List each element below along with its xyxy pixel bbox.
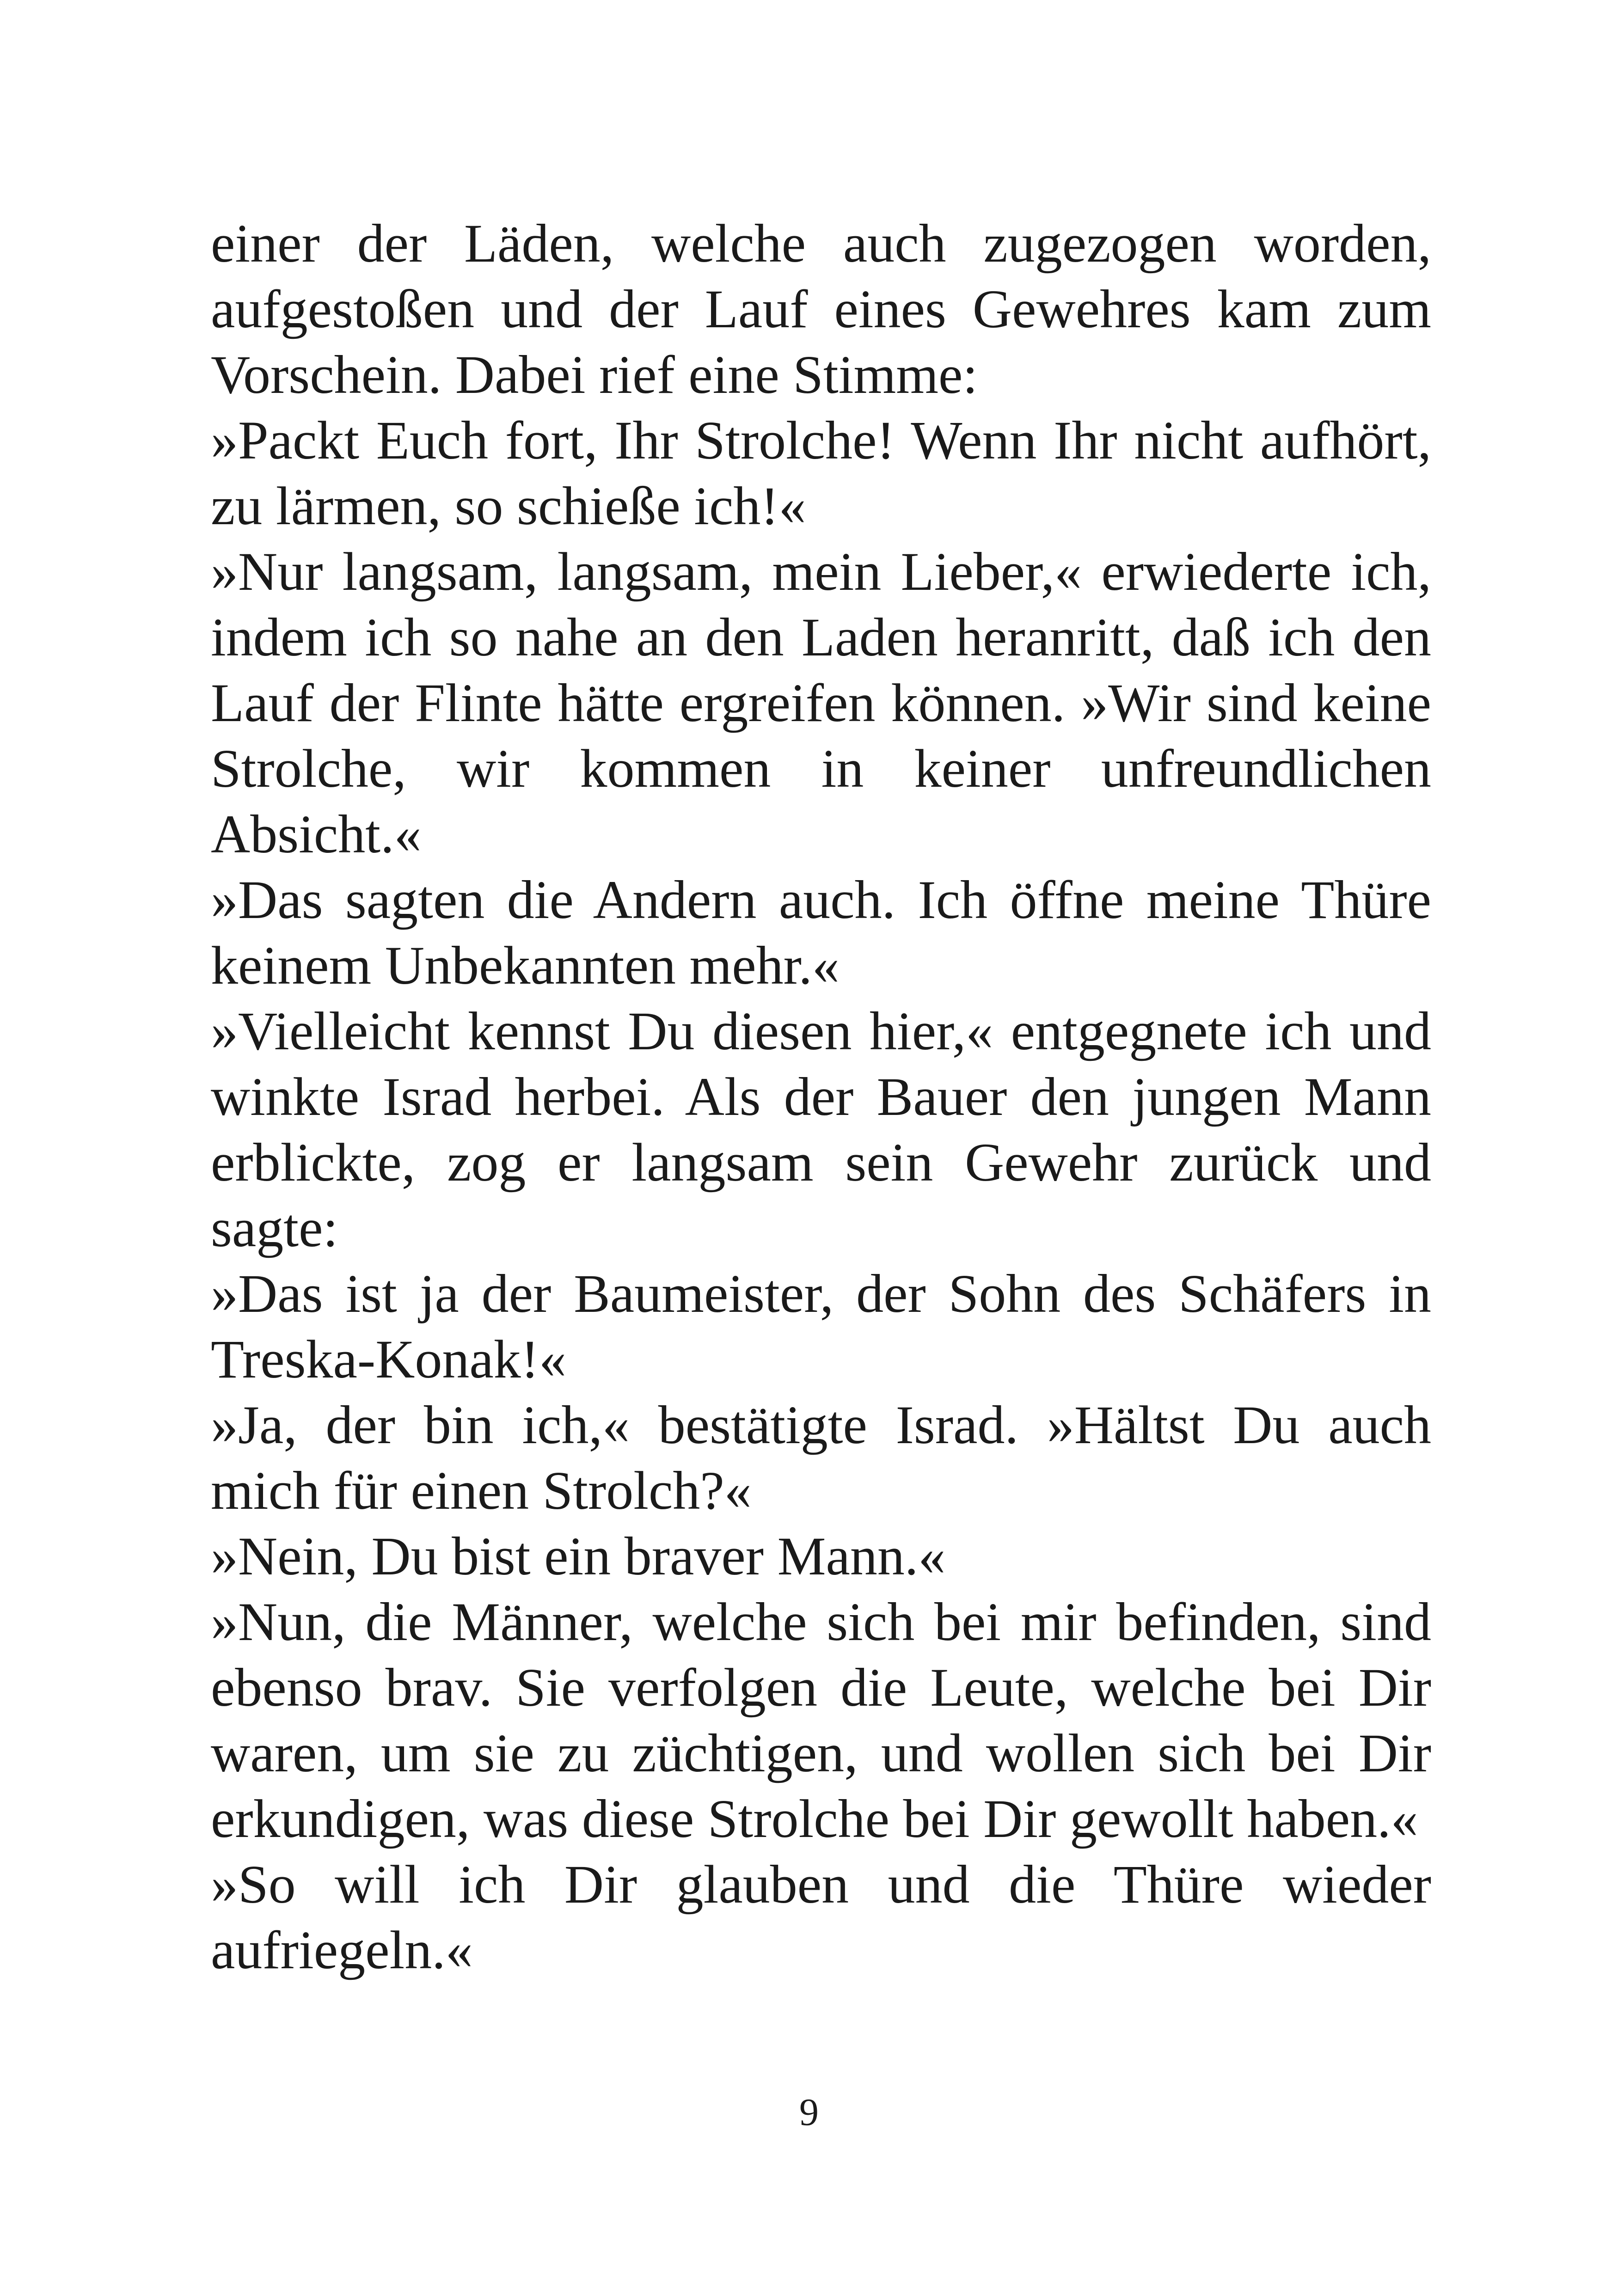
paragraph-4: »Das sagten die Andern auch. Ich öffne meine Thüre keinem Unbekannten mehr.« bbox=[211, 869, 1431, 996]
paragraph-1: einer der Läden, welche auch zugezogen worden, aufgestoßen und der Lauf eines Gewehres kam zum Vorschein. Dabei rief eine Stimme: bbox=[211, 213, 1431, 405]
paragraph-3: »Nur langsam, langsam, mein Lieber,« erwiederte ich, indem ich so nahe an den Laden heranritt, daß ich den Lauf der Flinte hätte ergreifen können. »Wir sind keine Strolche, wir kommen in keiner unfreundlichen Absicht.« bbox=[211, 541, 1431, 864]
paragraph-10: »So will ich Dir glauben und die Thüre wieder aufriegeln.« bbox=[211, 1854, 1431, 1980]
paragraph-5: »Vielleicht kennst Du diesen hier,« entgegnete ich und winkte Israd herbei. Als der Bauer den jungen Mann erblickte, zog er langsam sein Gewehr zurück und sagte: bbox=[211, 1001, 1431, 1258]
paragraph-8: »Nein, Du bist ein braver Mann.« bbox=[211, 1526, 946, 1586]
body-text bbox=[211, 211, 1431, 1983]
paragraph-6: »Das ist ja der Baumeister, der Sohn des Schäfers in Treska-Konak!« bbox=[211, 1263, 1431, 1390]
page-number: 9 bbox=[799, 2091, 819, 2134]
paragraph-7: »Ja, der bin ich,« bestätigte Israd. »Hältst Du auch mich für einen Strolch?« bbox=[211, 1395, 1431, 1521]
paragraph-2: »Packt Euch fort, Ihr Strolche! Wenn Ihr nicht aufhört, zu lärmen, so schieße ich!« bbox=[211, 410, 1431, 536]
paragraph-9: »Nun, die Männer, welche sich bei mir befinden, sind ebenso brav. Sie verfolgen die Leute, welche bei Dir waren, um sie zu züchtigen, und wollen sich bei Dir erkundigen, was diese Strolche bei Dir gewollt haben.« bbox=[211, 1592, 1431, 1849]
